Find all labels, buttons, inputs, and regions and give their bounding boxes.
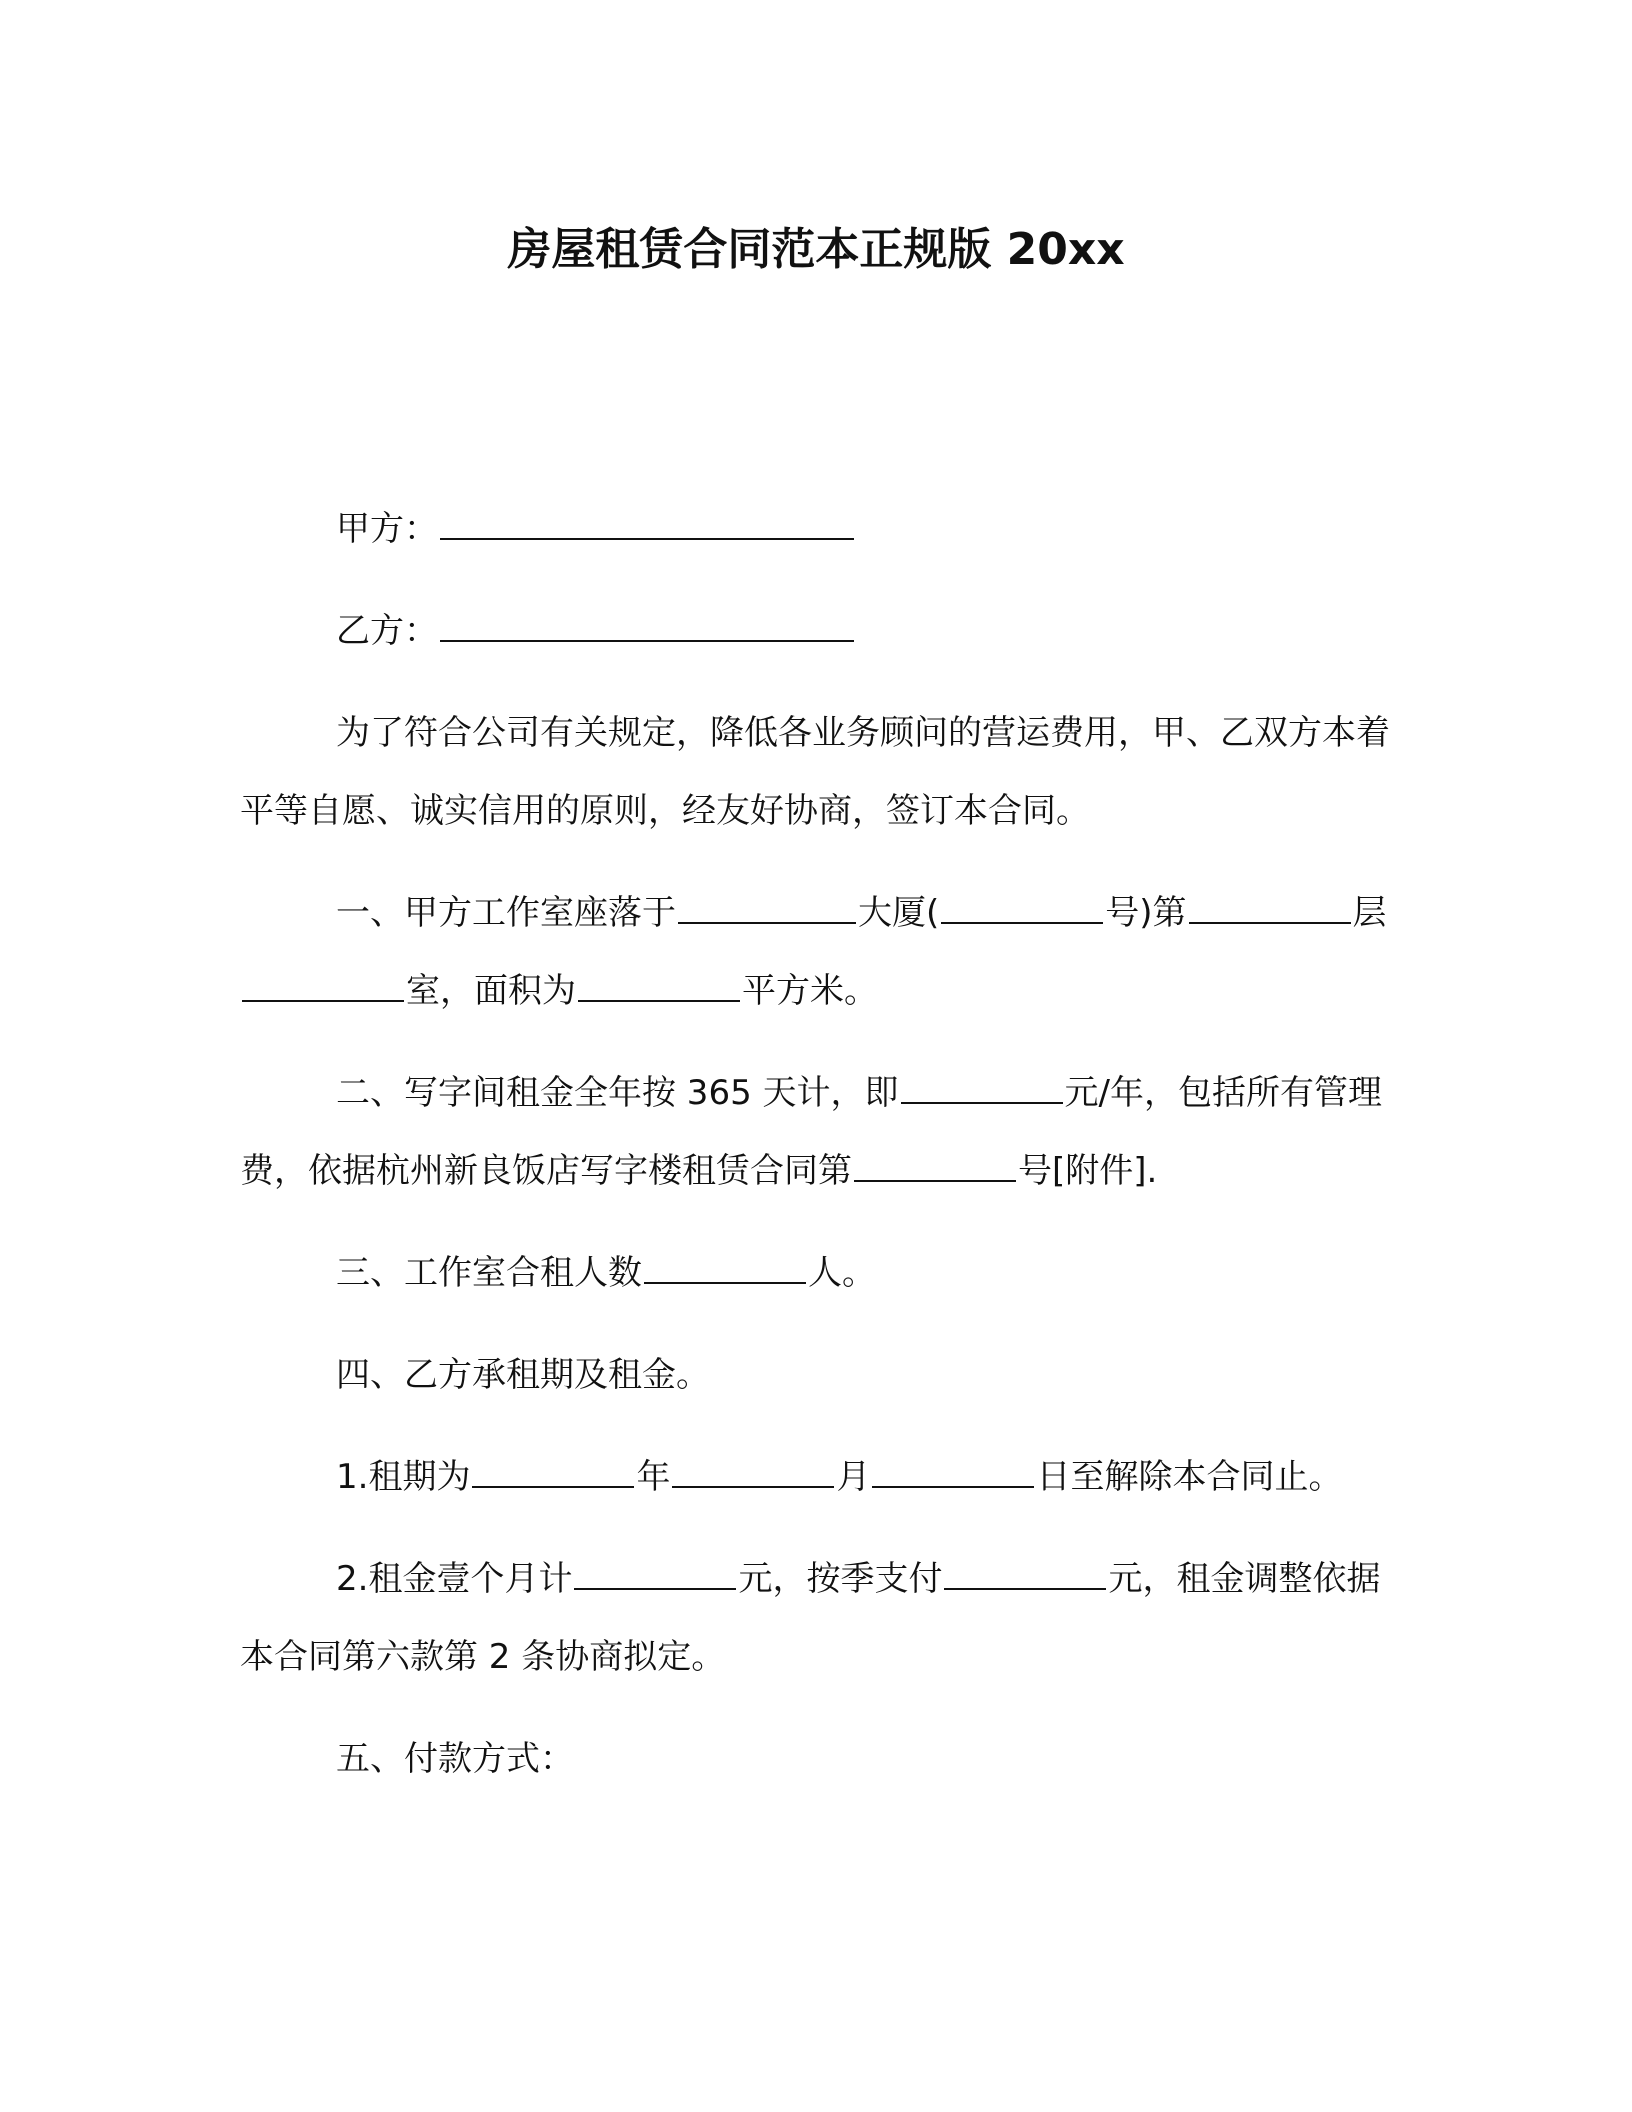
party-a-label: 甲方： <box>336 509 438 549</box>
clause-2 <box>240 1054 1390 1210</box>
building-name-blank <box>678 886 856 924</box>
clause-4-heading: 四、乙方承租期及租金。 <box>336 1355 710 1395</box>
party-a-line <box>240 490 1390 568</box>
clause-2-text-2: 元/年，包括所有管理费，依据杭州新良饭店写字楼租赁合同第 <box>240 1073 1382 1191</box>
clause-3-text-1: 三、工作室合租人数 <box>336 1253 642 1293</box>
clause-2-text-3: 号[附件]. <box>1018 1151 1158 1191</box>
clause-4-item-1-text-2: 年 <box>636 1457 671 1497</box>
clause-4-item-1 <box>240 1438 1390 1516</box>
party-b-blank <box>440 604 854 642</box>
contract-number-blank <box>854 1144 1016 1182</box>
clause-1-text-1: 一、甲方工作室座落于 <box>336 893 676 933</box>
clause-4-item-1-text-3: 月 <box>836 1457 871 1497</box>
room-blank <box>242 964 404 1002</box>
clause-3 <box>240 1234 1390 1312</box>
document-body <box>240 490 1390 1822</box>
clause-4-item-2 <box>240 1540 1390 1696</box>
area-blank <box>578 964 740 1002</box>
clause-3-text-2: 人。 <box>808 1253 876 1293</box>
clause-1-text-2: 大厦( <box>858 893 940 933</box>
floor-blank <box>1189 886 1351 924</box>
clause-1-text-4: 层 <box>1352 893 1387 933</box>
clause-4-item-1-text-1: 1.租期为 <box>336 1457 471 1497</box>
lease-day-blank <box>872 1450 1034 1488</box>
clause-1-text-5: 室，面积为 <box>406 971 576 1011</box>
lease-year-blank <box>472 1450 634 1488</box>
party-b-label: 乙方： <box>336 611 438 651</box>
clause-1-text-3: 号)第 <box>1105 893 1187 933</box>
clause-1 <box>240 874 1390 1030</box>
tenant-count-blank <box>644 1246 806 1284</box>
monthly-rent-blank <box>574 1552 736 1590</box>
clause-4-item-2-text-1: 2.租金壹个月计 <box>336 1559 573 1599</box>
clause-5-heading: 五、付款方式： <box>336 1739 574 1779</box>
intro-paragraph: 为了符合公司有关规定，降低各业务顾问的营运费用，甲、乙双方本着平等自愿、诚实信用的原则，经友好协商，签订本合同。 <box>240 713 1390 831</box>
clause-1-text-6: 平方米。 <box>742 971 878 1011</box>
annual-rent-blank <box>901 1066 1063 1104</box>
quarterly-payment-blank <box>944 1552 1106 1590</box>
clause-4-item-2-text-3: 元，租金调整依据本合同第六款第 2 条协商拟定。 <box>240 1559 1381 1677</box>
building-number-blank <box>941 886 1103 924</box>
document-title: 房屋租赁合同范本正规版 20xx <box>507 224 1125 275</box>
party-a-blank <box>440 502 854 540</box>
clause-4-item-1-text-4: 日至解除本合同止。 <box>1036 1457 1343 1497</box>
lease-month-blank <box>672 1450 834 1488</box>
party-b-line <box>240 592 1390 670</box>
clause-2-text-1: 二、写字间租金全年按 365 天计，即 <box>336 1073 899 1113</box>
clause-4-item-2-text-2: 元，按季支付 <box>738 1559 943 1599</box>
